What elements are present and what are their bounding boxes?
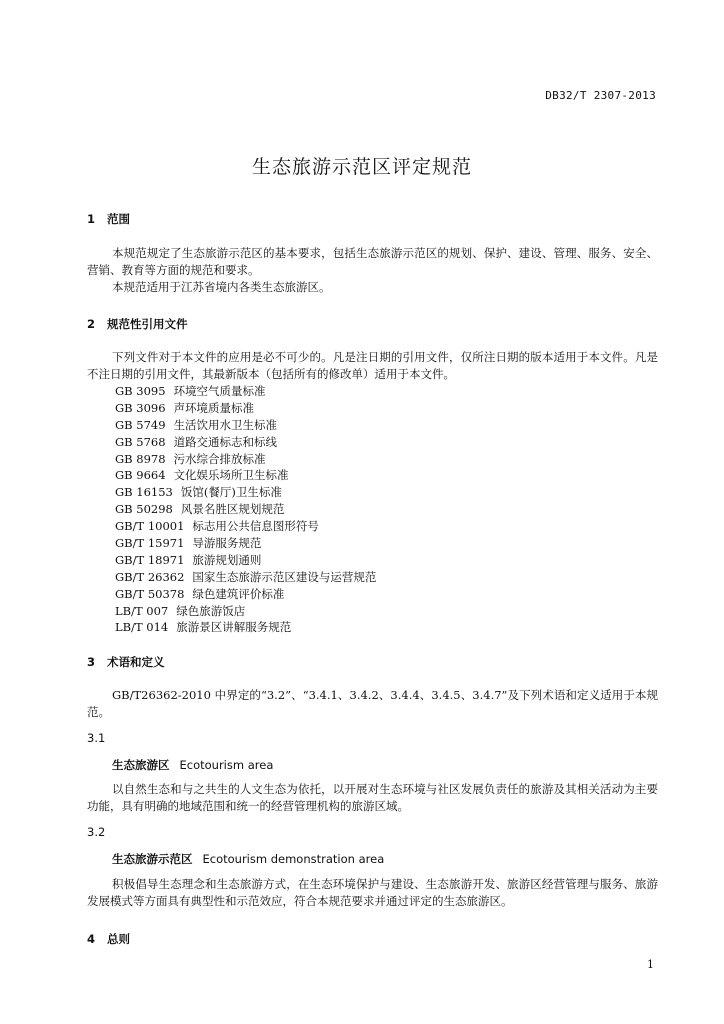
- section-2-heading: [87, 316, 188, 332]
- reference-item: [115, 552, 376, 569]
- reference-title: 风景名胜区规划规范: [180, 502, 285, 517]
- term-3-2-definition: 积极倡导生态理念和生态旅游方式，在生态环境保护与建设、生态旅游开发、旅游区经营管理与服务、旅游发展模式等方面具有典型性和示范效应，符合本规范要求并通过评定的生态旅游区。: [87, 877, 658, 908]
- reference-item: [115, 400, 376, 417]
- reference-item: [115, 535, 376, 552]
- reference-code: GB 16153: [115, 485, 173, 500]
- term-chinese: 生态旅游示范区: [112, 852, 193, 866]
- reference-title: 声环境质量标准: [173, 400, 255, 415]
- term-3-2: [112, 851, 384, 867]
- section-number: 4: [87, 932, 96, 946]
- section-title: 总则: [107, 932, 130, 946]
- term-english: Ecotourism area: [179, 758, 274, 772]
- section-number: 2: [87, 317, 96, 331]
- reference-code: GB 3096: [115, 400, 166, 415]
- reference-title: 标志用公共信息图形符号: [192, 519, 319, 534]
- reference-title: 环境空气质量标准: [173, 384, 266, 398]
- reference-code: GB 5768: [115, 434, 166, 449]
- reference-title: 旅游景区讲解服务规范: [176, 620, 292, 635]
- reference-item: [115, 501, 376, 518]
- reference-title: 污水综合排放标准: [173, 451, 266, 466]
- term-3-2-number: 3.2: [87, 825, 106, 839]
- reference-title: 绿色旅游饭店: [176, 603, 246, 618]
- document-title: 生态旅游示范区评定规范: [251, 156, 472, 178]
- reference-code: GB 9664: [115, 468, 166, 483]
- reference-code: GB 3095: [115, 384, 166, 398]
- section-title: 规范性引用文件: [107, 317, 188, 331]
- section-number: 1: [87, 212, 96, 226]
- term-english: Ecotourism demonstration area: [202, 852, 385, 866]
- reference-title: 导游服务规范: [192, 536, 262, 551]
- term-3-1: [112, 757, 273, 773]
- reference-item: [115, 451, 376, 468]
- reference-title: 饭馆(餐厅)卫生标准: [180, 485, 282, 500]
- reference-item: [115, 619, 376, 636]
- reference-code: GB 5749: [115, 417, 166, 432]
- section-1-heading: [87, 211, 130, 227]
- reference-title: 绿色建筑评价标准: [192, 586, 285, 601]
- reference-item: [115, 417, 376, 434]
- section-4-heading: [87, 931, 130, 947]
- reference-code: GB/T 15971: [115, 536, 185, 551]
- reference-title: 国家生态旅游示范区建设与运营规范: [192, 569, 377, 584]
- section-title: 范围: [107, 212, 130, 226]
- reference-title: 文化娱乐场所卫生标准: [173, 468, 289, 483]
- reference-code: GB/T 18971: [115, 552, 185, 567]
- term-3-1-number: 3.1: [87, 731, 106, 745]
- reference-item: [115, 383, 376, 400]
- term-chinese: 生态旅游区: [112, 758, 170, 772]
- normative-reference-list: [115, 383, 376, 636]
- page-number: 1: [647, 958, 654, 971]
- term-3-1-definition: 以自然生态和与之共生的人文生态为依托，以开展对生态环境与社区发展负责任的旅游及其相关活动为主要功能，具有明确的地域范围和统一的经营管理机构的旅游区域。: [87, 782, 658, 813]
- reference-item: [115, 467, 376, 484]
- section-1-paragraph-2: 本规范适用于江苏省境内各类生态旅游区。: [112, 280, 331, 294]
- reference-title: 道路交通标志和标线: [173, 434, 278, 449]
- section-3-intro: GB/T26362-2010 中界定的“3.2”、“3.4.1、3.4.2、3.4.4、3.4.5、3.4.7”及下列术语和定义适用于本规范。: [87, 688, 658, 719]
- reference-item: [115, 569, 376, 586]
- reference-code: GB 8978: [115, 451, 166, 466]
- reference-item: [115, 586, 376, 603]
- section-1-paragraph-1: 本规范规定了生态旅游示范区的基本要求，包括生态旅游示范区的规划、保护、建设、管理、服务、安全、营销、教育等方面的规范和要求。: [87, 246, 658, 277]
- reference-code: GB/T 50378: [115, 586, 185, 601]
- reference-title: 旅游规划通则: [192, 552, 262, 567]
- reference-code: GB 50298: [115, 502, 173, 517]
- section-number: 3: [87, 655, 96, 669]
- reference-code: LB/T 014: [115, 620, 169, 635]
- reference-code: GB/T 10001: [115, 519, 185, 534]
- standard-code: DB32/T 2307-2013: [545, 89, 656, 102]
- reference-code: GB/T 26362: [115, 569, 185, 584]
- section-title: 术语和定义: [107, 655, 165, 669]
- reference-item: [115, 603, 376, 620]
- reference-item: [115, 434, 376, 451]
- section-2-intro: 下列文件对于本文件的应用是必不可少的。凡是注日期的引用文件，仅所注日期的版本适用于本文件。凡是不注日期的引用文件，其最新版本（包括所有的修改单）适用于本文件。: [87, 350, 658, 381]
- reference-item: [115, 484, 376, 501]
- reference-title: 生活饮用水卫生标准: [173, 417, 278, 432]
- section-3-heading: [87, 654, 165, 670]
- reference-code: LB/T 007: [115, 603, 169, 618]
- reference-item: [115, 518, 376, 535]
